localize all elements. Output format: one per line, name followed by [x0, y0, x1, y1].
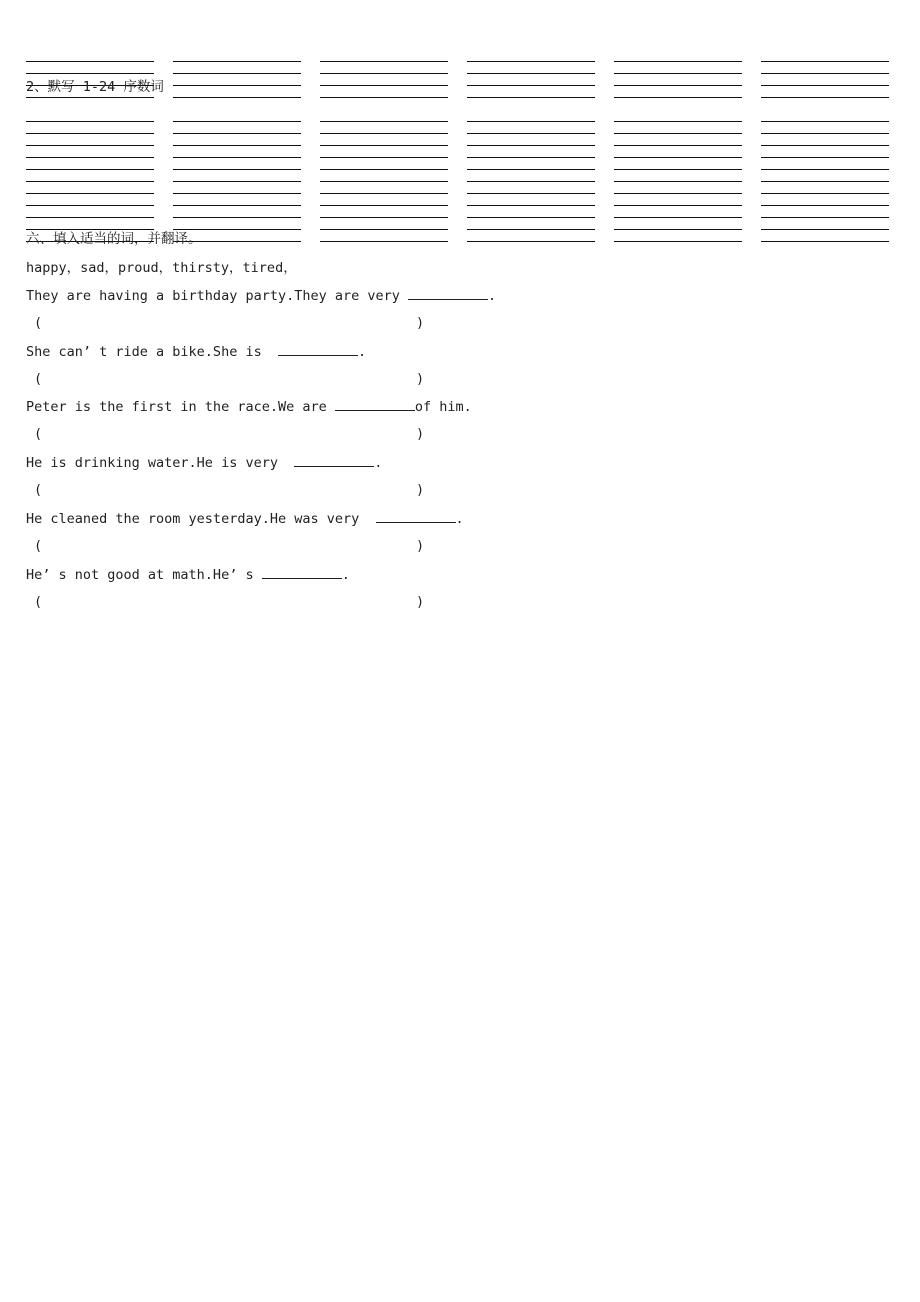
answer-line[interactable] — [614, 61, 742, 62]
answer-line[interactable] — [467, 97, 595, 98]
answer-line[interactable] — [614, 97, 742, 98]
answer-line[interactable] — [467, 61, 595, 62]
answer-line[interactable] — [614, 217, 742, 218]
answer-line[interactable] — [26, 229, 154, 230]
answer-line[interactable] — [26, 193, 154, 194]
answer-line[interactable] — [26, 205, 154, 206]
answer-line[interactable] — [320, 169, 448, 170]
exercise-sentence-6: He’ s not good at math.He’ s . — [26, 567, 350, 583]
answer-line[interactable] — [26, 73, 154, 74]
answer-line[interactable] — [26, 121, 154, 122]
answer-line[interactable] — [614, 85, 742, 86]
answer-line[interactable] — [614, 181, 742, 182]
answer-line[interactable] — [26, 169, 154, 170]
answer-line[interactable] — [467, 181, 595, 182]
answer-line[interactable] — [761, 181, 889, 182]
answer-line[interactable] — [761, 241, 889, 242]
answer-line[interactable] — [614, 193, 742, 194]
word-bank: happy，sad，proud，thirsty，tired， — [26, 260, 297, 276]
answer-line[interactable] — [320, 241, 448, 242]
answer-line[interactable] — [761, 121, 889, 122]
answer-line[interactable] — [173, 193, 301, 194]
answer-line[interactable] — [173, 133, 301, 134]
answer-line[interactable] — [26, 133, 154, 134]
answer-line[interactable] — [320, 85, 448, 86]
answer-line[interactable] — [320, 61, 448, 62]
translation-open-paren: ( — [34, 426, 43, 442]
answer-line[interactable] — [467, 121, 595, 122]
answer-line[interactable] — [467, 73, 595, 74]
translation-close-paren: ) — [416, 426, 425, 442]
exercise-sentence-4: He is drinking water.He is very . — [26, 455, 383, 471]
translation-open-paren: ( — [34, 371, 43, 387]
answer-line[interactable] — [761, 217, 889, 218]
answer-line[interactable] — [320, 121, 448, 122]
answer-blank[interactable] — [262, 566, 342, 579]
answer-line[interactable] — [173, 121, 301, 122]
answer-line[interactable] — [614, 121, 742, 122]
translation-open-paren: ( — [34, 482, 43, 498]
translation-close-paren: ) — [416, 538, 425, 554]
answer-line[interactable] — [467, 157, 595, 158]
answer-line[interactable] — [173, 85, 301, 86]
translation-close-paren: ) — [416, 371, 425, 387]
answer-line[interactable] — [614, 241, 742, 242]
answer-line[interactable] — [614, 157, 742, 158]
answer-line[interactable] — [761, 157, 889, 158]
answer-line[interactable] — [467, 229, 595, 230]
answer-line[interactable] — [320, 217, 448, 218]
exercise-sentence-3: Peter is the first in the race.We are of him. — [26, 399, 472, 415]
translation-open-paren: ( — [34, 538, 43, 554]
answer-blank[interactable] — [294, 454, 374, 467]
answer-line[interactable] — [761, 205, 889, 206]
translation-close-paren: ) — [416, 315, 425, 331]
answer-line[interactable] — [320, 97, 448, 98]
answer-line[interactable] — [26, 145, 154, 146]
translation-close-paren: ) — [416, 482, 425, 498]
answer-blank[interactable] — [408, 287, 488, 300]
answer-line[interactable] — [320, 73, 448, 74]
answer-line[interactable] — [320, 193, 448, 194]
answer-blank[interactable] — [335, 398, 415, 411]
answer-line[interactable] — [26, 217, 154, 218]
translation-open-paren: ( — [34, 594, 43, 610]
translation-close-paren: ) — [416, 594, 425, 610]
answer-line[interactable] — [320, 181, 448, 182]
answer-line[interactable] — [761, 61, 889, 62]
answer-line[interactable] — [26, 61, 154, 62]
answer-line[interactable] — [173, 217, 301, 218]
answer-line[interactable] — [761, 133, 889, 134]
answer-line[interactable] — [26, 97, 154, 98]
answer-line[interactable] — [320, 157, 448, 158]
answer-line[interactable] — [761, 73, 889, 74]
answer-line[interactable] — [173, 145, 301, 146]
answer-line[interactable] — [320, 133, 448, 134]
answer-line[interactable] — [761, 169, 889, 170]
answer-line[interactable] — [320, 145, 448, 146]
answer-line[interactable] — [614, 169, 742, 170]
answer-line[interactable] — [173, 229, 301, 230]
translation-open-paren: ( — [34, 315, 43, 331]
exercise-sentence-2: She can’ t ride a bike.She is . — [26, 344, 367, 360]
answer-line[interactable] — [173, 205, 301, 206]
answer-line[interactable] — [761, 229, 889, 230]
answer-blank[interactable] — [278, 343, 358, 356]
exercise-sentence-5: He cleaned the room yesterday.He was very . — [26, 511, 464, 527]
answer-line[interactable] — [761, 85, 889, 86]
answer-line[interactable] — [614, 73, 742, 74]
answer-line[interactable] — [467, 85, 595, 86]
answer-line[interactable] — [26, 181, 154, 182]
answer-line[interactable] — [173, 73, 301, 74]
answer-line[interactable] — [467, 193, 595, 194]
answer-line[interactable] — [173, 61, 301, 62]
answer-blank[interactable] — [376, 510, 456, 523]
section-2-heading: 2、默写 1-24 序数词 — [26, 79, 164, 95]
answer-line[interactable] — [614, 145, 742, 146]
answer-line[interactable] — [173, 181, 301, 182]
answer-line[interactable] — [467, 169, 595, 170]
answer-line[interactable] — [467, 145, 595, 146]
answer-line[interactable] — [320, 205, 448, 206]
answer-line-grid — [0, 0, 920, 260]
answer-line[interactable] — [467, 217, 595, 218]
answer-line[interactable] — [761, 145, 889, 146]
answer-line[interactable] — [614, 229, 742, 230]
answer-line[interactable] — [614, 133, 742, 134]
answer-line[interactable] — [761, 193, 889, 194]
answer-line[interactable] — [614, 205, 742, 206]
answer-line[interactable] — [467, 241, 595, 242]
answer-line[interactable] — [26, 157, 154, 158]
answer-line[interactable] — [761, 97, 889, 98]
answer-line[interactable] — [467, 205, 595, 206]
answer-line[interactable] — [173, 157, 301, 158]
exercise-sentence-1: They are having a birthday party.They are very . — [26, 288, 497, 304]
answer-line[interactable] — [467, 133, 595, 134]
answer-line[interactable] — [173, 97, 301, 98]
section-6-heading: 六、填入适当的词，并翻译。 — [26, 231, 202, 247]
answer-line[interactable] — [320, 229, 448, 230]
answer-line[interactable] — [173, 169, 301, 170]
